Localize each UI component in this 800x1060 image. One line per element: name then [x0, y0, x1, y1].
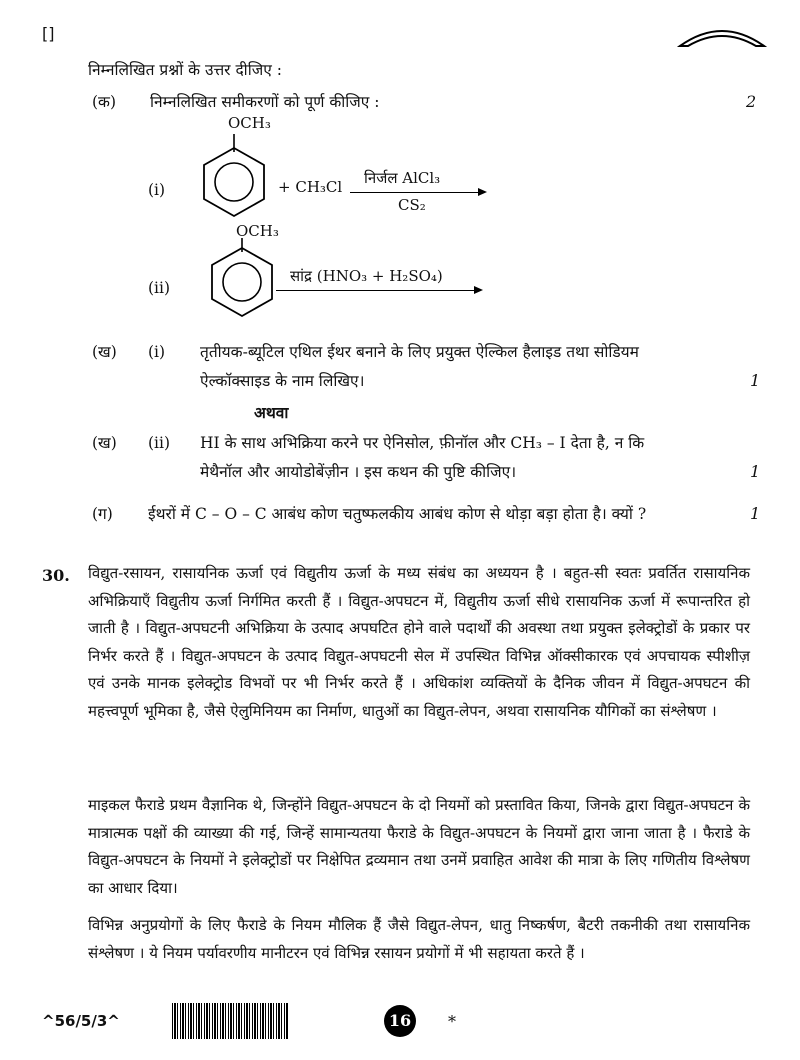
eq1-label: (i): [148, 181, 166, 199]
athva-label: अथवा: [254, 403, 289, 422]
page-number: 16: [384, 1005, 416, 1037]
eq1-arrow-below: CS₂: [398, 196, 426, 214]
page-corner-arc-icon: [676, 22, 768, 50]
q-ka-label: (क): [92, 93, 116, 111]
benzene-ring-icon: [196, 132, 276, 218]
eq1-arrow-above: निर्जल AlCl₃: [364, 169, 441, 187]
eq2-arrow-above: सांद्र (HNO₃ + H₂SO₄): [290, 267, 443, 285]
q-kha2-marks: 1: [750, 462, 761, 481]
q30-paragraph-1: विद्युत-रसायन, रासायनिक ऊर्जा एवं विद्युतीय ऊर्जा के मध्य संबंध का अध्ययन है । बहुत-सी स्वतः प्रवर्तित रासायनिक अभिक्रियाएँ विद्युतीय ऊर्जा निर्गमित करती हैं । विद्युत-अपघटन में, विद्युतीय ऊर्जा सीधे रासायनिक ऊर्जा में रूपान्तरित हो जाती है । विद्युत-अपघटनी अभिक्रिया के उत्पाद अपघटित होने वाले पदार्थों की अवस्था तथा प्रयुक्त इलेक्ट्रोडों के प्रकार पर निर्भर करते हैं । विद्युत-अपघटन के उत्पाद विद्युत-अपघटनी सेल में उपस्थित विभिन्न ऑक्सीकारक एवं अपचायक स्पीशीज़ एवं उनके मानक इलेक्ट्रोड विभवों पर भी निर्भर करते हैं । अधिकांश व्यक्तियों के दैनिक जीवन में विद्युत-अपघटन की महत्त्वपूर्ण भूमिका है, जैसे ऐलुमिनियम का निर्माण, धातुओं का विद्युत-लेपन, अथवा रासायनिक यौगिकों का संश्लेषण ।: [88, 564, 750, 720]
q-ga-marks: 1: [750, 504, 761, 523]
q-ka-marks: 2: [746, 92, 757, 111]
intro-instruction: निम्नलिखित प्रश्नों के उत्तर दीजिए :: [88, 61, 282, 79]
q-ga-label: (ग): [92, 505, 113, 523]
q30-number: 30.: [42, 566, 70, 585]
eq2-reaction-arrow: [276, 290, 476, 291]
benzene-ring-icon: [204, 238, 284, 318]
eq1-arrowhead-icon: [478, 188, 487, 196]
q30-paragraph-3: विभिन्न अनुप्रयोगों के लिए फैराडे के नियम मौलिक हैं जैसे विद्युत-लेपन, धातु निष्कर्षण, बैटरी तकनीकी तथा रासायनिक संश्लेषण । ये नियम पर्यावरणीय मानीटरन एवं विभिन्न रसायन प्रयोगों में भी सहायता करते हैं ।: [88, 916, 750, 962]
q-kha1-marks: 1: [750, 371, 761, 390]
eq2-label: (ii): [148, 279, 171, 297]
q-kha1-label: (ख): [92, 343, 117, 361]
q-kha1-line1: तृतीयक-ब्यूटिल एथिल ईथर बनाने के लिए प्रयुक्त ऐल्किल हैलाइड तथा सोडियम: [200, 343, 639, 361]
q-kha1-sub: (i): [148, 343, 166, 361]
eq1-reaction-arrow: [350, 192, 480, 193]
q-ga-text: ईथरों में C – O – C आबंध कोण चतुष्फलकीय आबंध कोण से थोड़ा बड़ा होता है। क्यों ?: [148, 505, 647, 523]
q-kha2-label: (ख): [92, 434, 117, 452]
q-kha2-line1: HI के साथ अभिक्रिया करने पर ऐनिसोल, फ़ीनॉल और CH₃ – I देता है, न कि: [200, 434, 645, 452]
eq1-reagent: + CH₃Cl: [278, 178, 343, 196]
q-kha1-line2: ऐल्कॉक्साइड के नाम लिखिए।: [200, 372, 365, 390]
footer-code: ^56/5/3^: [42, 1012, 120, 1030]
eq2-arrowhead-icon: [474, 286, 483, 294]
header-bracket: []: [42, 24, 55, 43]
q-kha2-sub: (ii): [148, 434, 171, 452]
barcode: [172, 1003, 288, 1039]
q-ka-text: निम्नलिखित समीकरणों को पूर्ण कीजिए :: [150, 93, 380, 111]
q30-paragraph-2: माइकल फैराडे प्रथम वैज्ञानिक थे, जिन्होंने विद्युत-अपघटन के दो नियमों को प्रस्तावित किया, जिनके द्वारा विद्युत-अपघटन के मात्रात्मक पक्षों की व्याख्या की गई, जिन्हें सामान्यतया फैराडे के विद्युत-अपघटन के नियमों द्वारा जाना जाता है । फैराडे के विद्युत-अपघटन के नियमों ने इलेक्ट्रोडों पर निक्षेपित द्रव्यमान तथा उनमें प्रवाहित आवेश की मात्रा के लिए गणितीय विश्लेषण का आधार दिया।: [88, 796, 750, 897]
eq2-substituent: OCH₃: [236, 222, 279, 240]
footer-star: *: [448, 1012, 456, 1031]
q-kha2-line2: मेथैनॉल और आयोडोबेंज़ीन । इस कथन की पुष्टि कीजिए।: [200, 463, 517, 481]
eq1-substituent: OCH₃: [228, 114, 271, 132]
